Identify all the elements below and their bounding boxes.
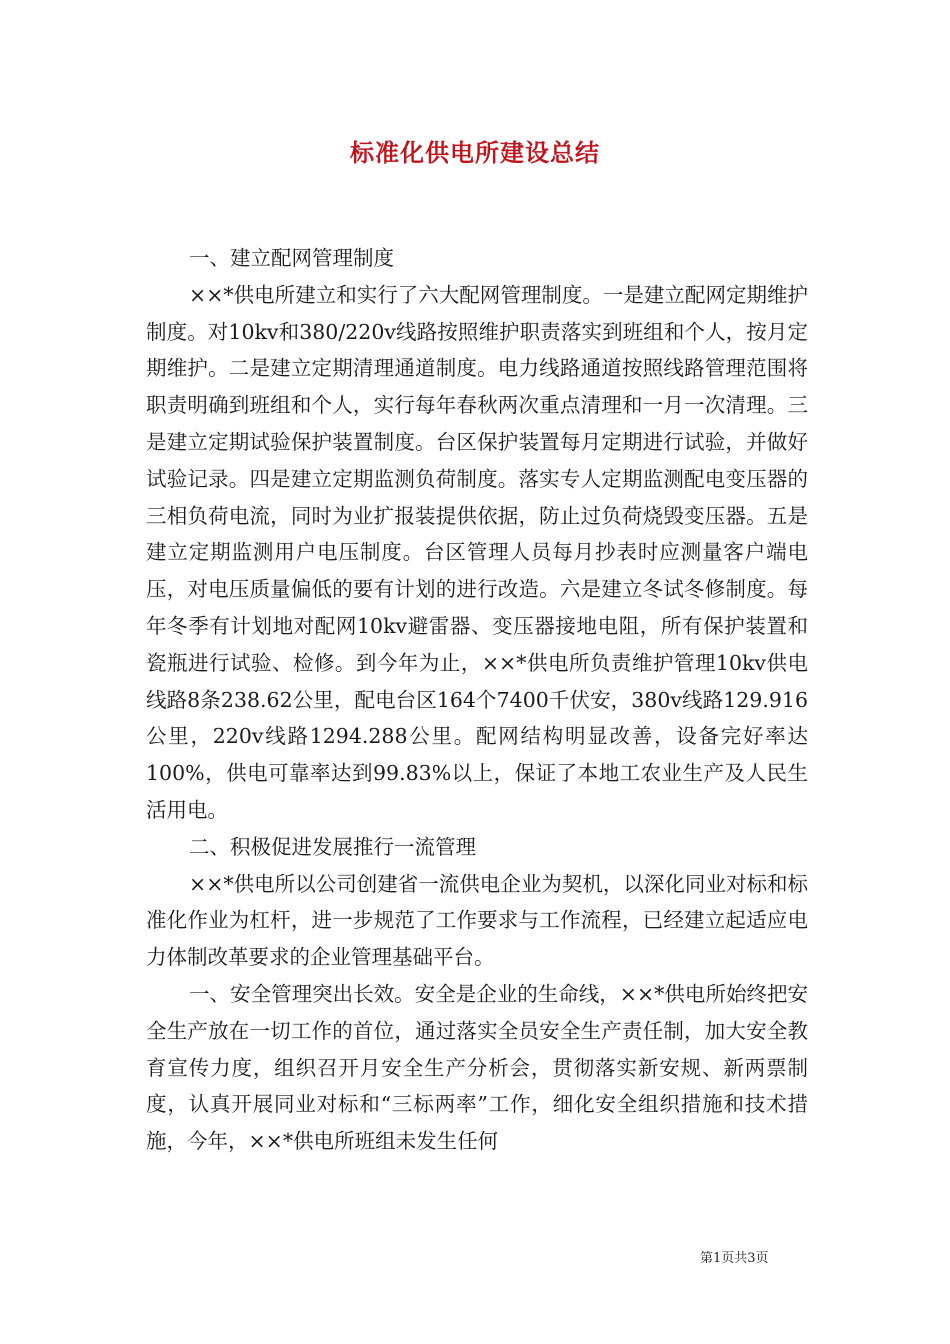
page-number-footer: 第1页共3页 [700,1251,769,1266]
document-title: 标准化供电所建设总结 [350,138,600,167]
body-paragraph: ××*供电所建立和实行了六大配网管理制度。一是建立配网定期维护制度。对10kv和380/220v线路按照维护职责落实到班组和个人，按月定期维护。二是建立定期清理通道制度。电力线路通道按照线路管理范围将职责明确到班组和个人，实行每年春秋两次重点清理和一月一次清理。三是建立定期试验保护装置制度。台区保护装置每月定期进行试验，并做好试验记录。四是建立定期监测负荷制度。落实专人定期监测配电变压器的三相负荷电流，同时为业扩报装提供依据，防止过负荷烧毁变压器。五是建立定期监测用户电压制度。台区管理人员每月抄表时应测量客户端电压，对电压质量偏低的要有计划的进行改造。六是建立冬试冬修制度。每年冬季有计划地对配网10kv避雷器、变压器接地电阻，所有保护装置和瓷瓶进行试验、检修。到今年为止，××*供电所负责维护管理10kv供电线路8条238.62公里，配电台区164个7400千伏安，380v线路129.916公里，220v线路1294.288公里。配网结构明显改善，设备完好率达100%，供电可靠率达到99.83%以上，保证了本地工农业生产及人民生活用电。 [146,282,808,822]
body-paragraph: ××*供电所以公司创建省一流供电企业为契机，以深化同业对标和标准化作业为杠杆，进一步规范了工作要求与工作流程，已经建立起适应电力体制改革要求的企业管理基础平台。 [146,871,808,970]
document-body [146,240,808,1160]
body-paragraph: 一、安全管理突出长效。安全是企业的生命线，××*供电所始终把安全生产放在一切工作的首位，通过落实全员安全生产责任制，加大安全教育宣传力度，组织召开月安全生产分析会，贯彻落实新安规、新两票制度，认真开展同业对标和“三标两率”工作，细化安全组织措施和技术措施，今年，××*供电所班组未发生任何 [146,981,808,1154]
section-heading: 二、积极促进发展推行一流管理 [189,834,477,859]
section-heading: 一、建立配网管理制度 [189,246,395,270]
